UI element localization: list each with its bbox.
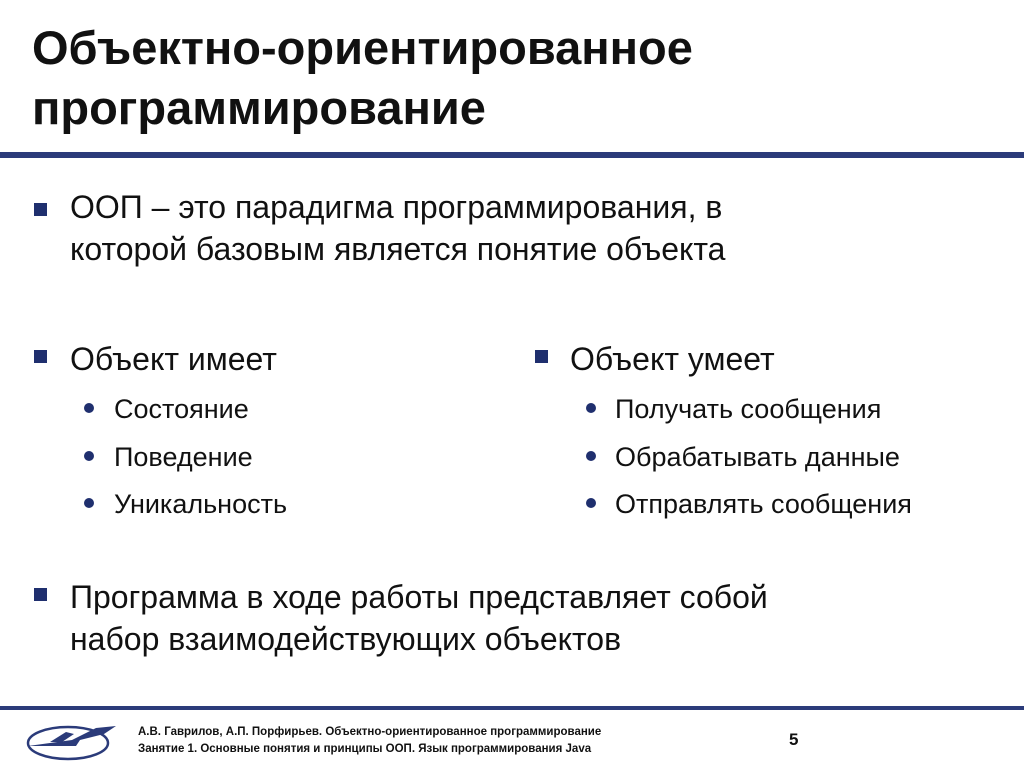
- university-logo-icon: [20, 716, 120, 762]
- footer-authors: А.В. Гаврилов, А.П. Порфирьев. Объектно-ориентированное программирование: [138, 726, 602, 738]
- bullet-object-can-heading: Объект умеет: [570, 341, 775, 377]
- bullet-oop-definition-line-2: которой базовым является понятие объекта: [70, 231, 726, 267]
- dot-bullet-icon: [586, 498, 596, 508]
- dot-bullet-icon: [84, 403, 94, 413]
- object-has-item: Состояние: [114, 394, 249, 424]
- bullet-program-line-2: набор взаимодействующих объектов: [70, 621, 622, 657]
- bullet-oop-definition-line-1: ООП – это парадигма программирования, в: [70, 189, 723, 225]
- bullet-program: [70, 576, 768, 660]
- square-bullet-icon: [34, 350, 47, 363]
- slide-title-line-1: Объектно-ориентированное: [32, 21, 693, 74]
- object-has-item: Поведение: [114, 442, 253, 472]
- footer-lesson: Занятие 1. Основные понятия и принципы ООП. Язык программирования Java: [138, 743, 592, 755]
- object-can-item: Обрабатывать данные: [615, 442, 900, 472]
- bullet-oop-definition: [70, 186, 725, 270]
- square-bullet-icon: [535, 350, 548, 363]
- footer-divider: [0, 706, 1024, 710]
- square-bullet-icon: [34, 588, 47, 601]
- square-bullet-icon: [34, 203, 47, 216]
- object-has-item: Уникальность: [114, 489, 288, 519]
- dot-bullet-icon: [586, 451, 596, 461]
- slide-title-line-2: программирование: [32, 81, 486, 134]
- object-can-item: Получать сообщения: [615, 394, 882, 424]
- bullet-program-line-1: Программа в ходе работы представляет собой: [70, 579, 768, 615]
- dot-bullet-icon: [586, 403, 596, 413]
- slide-title: [32, 18, 992, 138]
- dot-bullet-icon: [84, 498, 94, 508]
- dot-bullet-icon: [84, 451, 94, 461]
- title-divider: [0, 152, 1024, 158]
- object-can-item: Отправлять сообщения: [615, 489, 912, 519]
- footer-text: [138, 724, 601, 758]
- page-number: 5: [789, 730, 799, 749]
- bullet-object-has-heading: Объект имеет: [70, 341, 277, 377]
